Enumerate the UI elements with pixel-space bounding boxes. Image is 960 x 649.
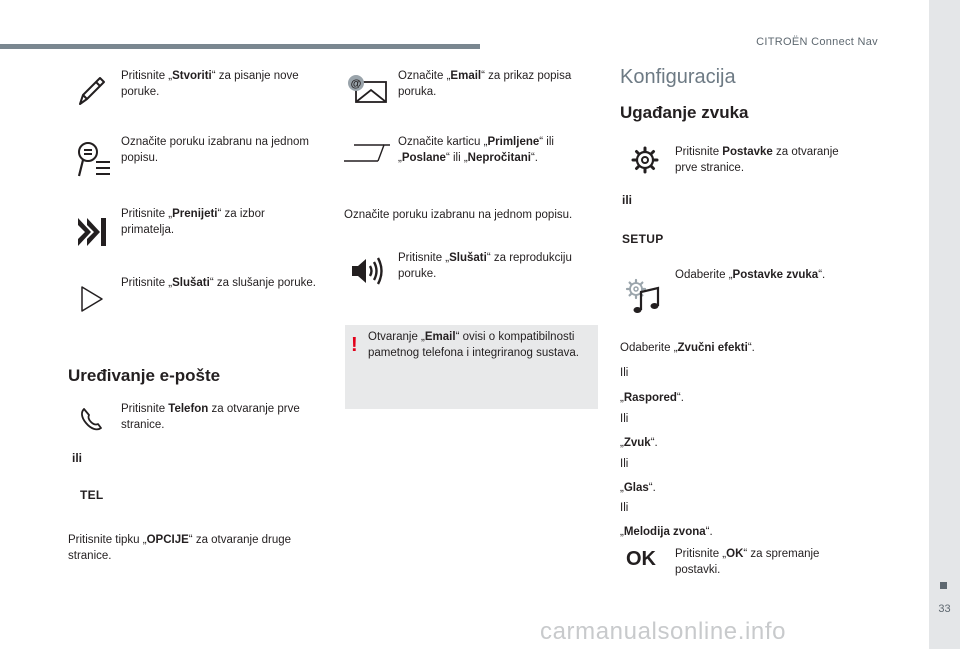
header-title: CITROËN Connect Nav (756, 36, 878, 48)
tel-key: TEL (80, 488, 104, 502)
col1-item4-text: Pritisnite „Slušati“ za slušanje poruke. (121, 277, 316, 289)
tabs-icon (344, 143, 390, 163)
exclamation-icon: ! (351, 334, 358, 356)
col1-item3-text: Pritisnite „Prenijeti“ za izbor primatelja. (121, 208, 265, 236)
gear-icon (631, 146, 659, 174)
svg-text:@: @ (350, 78, 362, 90)
alt-option-melodija-zvona: „Melodija zvona“. (620, 526, 713, 538)
section-title-email: Uređivanje e-pošte (68, 366, 221, 385)
alt-option-zvuk: „Zvuk“. (620, 437, 658, 449)
col1-item2-text: Označite poruku izabranu na jednom popisu. (121, 136, 309, 164)
col3-line1-text: Odaberite „Zvučni efekti“. (620, 342, 755, 354)
col2-plain-text: Označite poruku izabranu na jednom popisu. (344, 209, 573, 221)
col2-item2-text: Označite karticu „Primljene“ ili „Poslane“ ili „Nepročitani“. (398, 136, 554, 164)
forward-arrow-icon (77, 217, 107, 247)
info-note-text: Otvaranje „Email“ ovisi o kompatibilnosti pametnog telefona i integriranog sustava. (368, 331, 579, 359)
gear-music-icon (625, 278, 661, 314)
alt-sep-4: Ili (620, 502, 629, 514)
alt-option-raspored: „Raspored“. (620, 392, 684, 404)
header-bar (0, 44, 480, 49)
col2-item3-text: Pritisnite „Slušati“ za reprodukciju poruke. (398, 252, 572, 280)
col3-item3-text: Pritisnite „OK“ za spremanje postavki. (675, 548, 820, 576)
alt-sep-1: Ili (620, 367, 629, 379)
page-number: 33 (938, 603, 951, 615)
phone-icon (79, 406, 105, 432)
col1-item1-text: Pritisnite „Stvoriti“ za pisanje nove poruke. (121, 70, 299, 98)
section-title-configuration: Konfiguracija (620, 66, 736, 88)
email-icon (346, 72, 388, 104)
alt-option-glas: „Glas“. (620, 482, 656, 494)
page-marker (940, 582, 947, 589)
col1-item5-text: Pritisnite Telefon za otvaranje prve stranice. (121, 403, 300, 431)
col1-ili: ili (72, 451, 83, 465)
alt-sep-3: Ili (620, 458, 629, 470)
ok-key: OK (626, 548, 656, 570)
alt-sep-2: Ili (620, 413, 629, 425)
col3-item2-text: Odaberite „Postavke zvuka“. (675, 269, 826, 281)
col3-ili: ili (622, 193, 633, 207)
setup-key: SETUP (622, 232, 664, 246)
subsection-title-sound: Ugađanje zvuka (620, 103, 749, 122)
watermark: carmanualsonline.info (540, 618, 787, 645)
play-icon (80, 285, 104, 313)
col2-item1-text: Označite „Email“ za prikaz popisa poruka. (398, 70, 572, 98)
side-margin-bar (929, 0, 960, 649)
col3-item1-text: Pritisnite Postavke za otvaranje prve stranice. (675, 146, 839, 174)
list-select-icon (74, 138, 112, 178)
speaker-icon (350, 256, 386, 286)
pencil-icon (76, 74, 106, 108)
col1-item6-text: Pritisnite tipku „OPCIJE“ za otvaranje druge stranice. (68, 534, 292, 562)
